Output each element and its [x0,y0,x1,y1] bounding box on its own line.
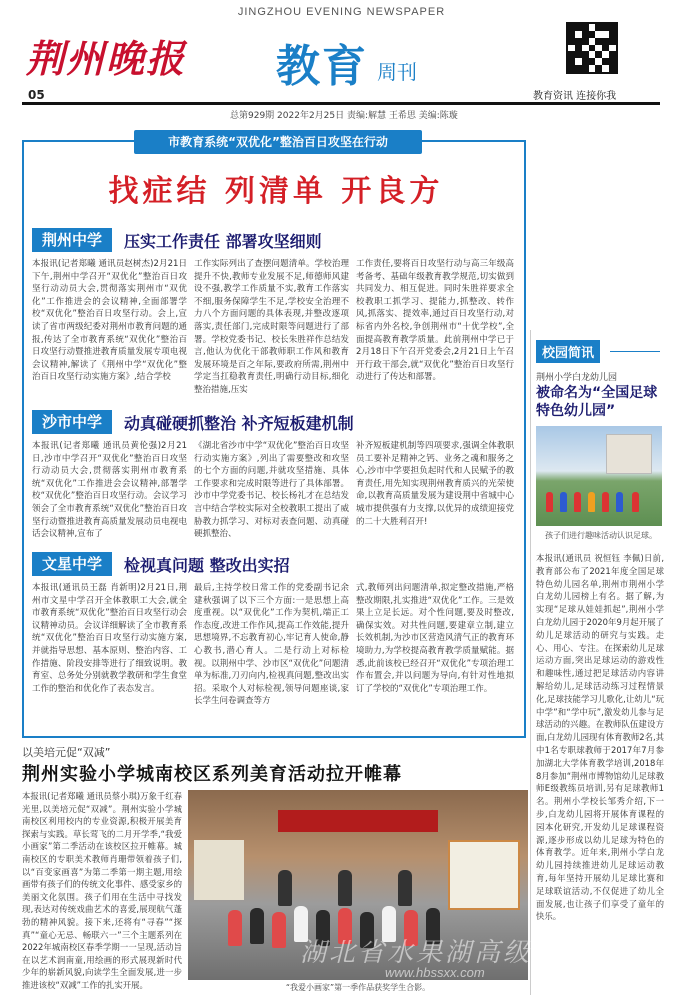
section-tag: 荆州中学 [32,228,112,252]
article-column: 本报讯(记者郑曦 通讯员赵树杰)2月21日下午,荆州中学召开“双优化”整治百日攻坚行动动员大会,贯彻落实荆州市“双优化”工作推进会的会议精神,全面部署学校“双优化”整治百日攻坚行动。会上,宣读了省市两级纪委对荆州市教育问题的通报,传达了全市教育系统“双优化”整治百日攻坚行动暨推进教育质量发展专项电视会议精神,解读了《荆州中学“双优化”整治百日攻坚行动实施方案》,结合学校 [32,259,187,383]
section-title: 教育 [276,41,368,92]
section-tag: 文星中学 [32,552,112,576]
article-column: 工作实际列出了查摆问题清单。学校治理提升不快,教师专业发展不足,师德师风建设不强,教学工作质量不实,教育工作落实不细,服务保障学生不足,学校安全治理不力八个方面问题的具体表现,并整改逐项落实,责任部门,完成时限等问题进行了部署。学校党委书记、校长朱胜祥作总结发言,他认为优化干部教师职工作风和教育发展环境是百之年际,要政府所需,荆州中学定当扛稳教育责任,明确行动目标,细化整治措施,压实 [194,259,349,395]
article-column: 本报讯(记者郑曦 通讯员黄伦强)2月21日,沙市中学召开“双优化”整治百日攻坚行动动员大会,贯彻落实荆州市教育系统“双优化”工作推进会会议精神,部署学校“双优化”整治百日攻坚行动。会议学习领会了全市教育系统“双优化”整治百日攻坚行动暨推进教育高质量发展动员电视电话会议精神,宣布了 [32,441,187,540]
lead-tagline: 市教育系统“双优化”整治百日攻坚在行动 [134,130,422,154]
section-title: 检视真问题 整改出实招 [124,555,290,575]
section-title: 动真碰硬抓整治 补齐短板建机制 [124,413,354,433]
watermark-url: www.hbssxx.com [385,965,485,980]
sidebar-photo [536,426,662,526]
column-divider [530,330,531,995]
lower-kicker: 以美培元促“双减” [22,746,111,759]
qr-code-icon [566,22,618,74]
newspaper-logo: 荆州晚报 [26,36,187,81]
masthead-rule [22,102,660,105]
sidebar-article: 本报讯(通讯员 祝恒钰 李佩)日前,教育部公布了2021年度全国足球特色幼儿园名单,荆州市荆州小学白龙幼儿园榜上有名。据了解,为实现“足球从娃娃抓起”,荆州小学白龙幼儿园于2020年9月起开展了幼儿足球活动的研究与实践。走心、用心、专注。在探索幼儿足球运动方面,突出足球运动的游戏性和趣味性,通过把足球活动内容讲解给幼儿,足球活动练习过程情景化,足球技能学习儿歌化,让幼儿“玩中学”和“学中玩”,激发幼儿参与足球活动的兴趣。在教师队伍建设方面,白龙幼儿园现有体育教师2名,其中1名专职球教师于2017年7月参加湖北大学体育教学培训,2018年8月参加“荆州市博物馆幼儿足球教师E级教练员培训,另有足球教师1名。荆州小学校长邹秀介绍,下一步,白龙幼儿园将开展体育课程的园本化研究,开发幼儿足球课程资源,逐步形成以幼儿足球为特色的体育教学。近年来,荆州小学白龙幼儿园持续推进幼儿足球运动教育,每年坚持开展幼儿足球比赛和足球联谊活动,不仅促进了幼儿全面发展,也让孩子们享受了童年的快乐。 [536,553,664,922]
group-photo-caption: “我爱小画家”第一季作品获奖学生合影。 [285,983,431,992]
section-head-wenxing [32,552,290,576]
qr-caption: 教育资讯 连接你我 [533,91,617,102]
article-column: 本报讯(通讯员王磊 肖新明)2月21日,荆州市文星中学召开全体教职工大会,就全市教育系统“双优化”整治百日攻坚行动会议精神动员。会议详细解读了全市教育系统“双优化”整治百日攻坚行动实施方案,并就指导思想、基本原则、整治内容、工作措施、阶段安排等进行了细致说明。教育室、总务处分别就教学教研和学生食堂工作的整治和优化作了表态发言。 [32,583,187,694]
article-column: 补齐短板建机制等四项要求,强调全体教职员工要补足精神之钙、业务之魂和服务之心,沙市中学要担负起时代和人民赋予的教育责任,用先知实现荆州教育质兴的光荣使命,以教育高质量发展为建设荆中省城中心城市提供强有力支撑,以优异的成绩迎接党的二十大胜利召开! [356,441,514,527]
section-title: 压实工作责任 部署攻坚细则 [124,231,322,251]
lead-headline: 找症结 列清单 开良方 [108,174,444,209]
lower-article: 本报讯(记者郑曦 通讯员蔡小琪)万象千红春光里,以美培元促“双减”。荆州实验小学城南校区利用校内的专业资源,积极开展美育探索与实践。草长莺飞的二月开学季,“我爱小画家”第二季活动在该校区拉开帷幕。城南校区的专职美术教师肖珊带领着孩子们,以“百变家画喜”为第二季第一期主题,用绘画带有孩子们的传统文化事件、感受家乡的美丽文化氛围。孩子们用在生活中寻找发现,表达对传统戏曲艺术的喜爱,展现航气蓬勃的精神风貌。接下来,还将有“寻春”“探真”“童心无忌、畅联六一”三个主题系列在2022年城南校区春季学期一一呈现,活动旨在以艺术润南童,用绘画的形式展现新时代少年的崭新风貌,向读学生全面发展,进一步推进该校“双减”工作的扎实开展。 [22,791,182,990]
masthead-english: JINGZHOU EVENING NEWSPAPER [237,6,446,18]
page-number: 05 [28,88,45,102]
article-column: 工作责任,要将百日攻坚行动与高三年级高考备考、基础年级教育教学规范,切实做到共同发力、相互促进。同时朱胜祥要求全校教职工抓学习、提能力,抓整改、转作风,抓落实、提效率,通过百日攻坚行动,对标省内外名校,争创荆州市“十优学校”,全面提高教育教学质量。此前荆州中学已于2月18日下午召开党委会,2月21日上午召开行政干部会,就“双优化”整治百日攻坚行动进行了传达和部署。 [356,259,514,383]
section-weekly: 周刊 [377,60,417,84]
lower-headline: 荆州实验小学城南校区系列美育活动拉开帷幕 [22,764,402,785]
sidebar-subtitle: 荆州小学白龙幼儿园 [536,373,618,383]
lead-story-box [22,135,526,738]
sidebar-tag: 校园简讯 [536,340,600,363]
article-column: 最后,主持学校日常工作的党委副书记余建秋强调了以下三个方面:一是思想上高度重视。以“双优化”工作为契机,端正工作态度,改进工作作风,提高工作效能,提升思想境界,不忘教育初心,牢记育人使命,静心教书,潜心育人。二是行动上对标检视。以荆州中学、沙市区“双优化”问题清单为标准,刀刃向内,检视真问题,整改出实招。采取个人对标检视,领导问题座谈,家长学生问卷调查等方 [194,583,349,707]
section-head-jingzhou [32,228,322,252]
sidebar-photo-caption: 孩子们进行趣味活动认识足球。 [545,531,657,540]
sidebar-headline: 被命名为“全国足球特色幼儿园” [536,385,658,419]
watermark-text: 湖北省水果湖高级中学 [300,938,591,968]
article-column: 式,教师列出问题清单,拟定整改措施,严格整改期限,扎实推进“双优化”工作。三是效果上立足长远。对个性问题,要及时整改,确保实效。对共性问题,要建章立制,建立长效机制,为沙市区营造风清气正的教育环境助力,为学校提高教育教学质量赋能。据悉,此前该校已经召开“双优化”专项治理工作布置会,并以问题为导向,有针对性地拟订了学校的“双优化”专项治理工作。 [356,583,514,694]
issue-line: 总第929期 2022年2月25日 责编:解慧 王希思 美编:陈璇 [230,111,458,121]
section-tag: 沙市中学 [32,410,112,434]
sidebar-rule [610,351,660,352]
section-head-shashi [32,410,354,434]
article-column: 《湖北省沙市中学“双优化”整治百日攻坚行动实施方案》,列出了需要整改和攻坚的七个方面的问题,并就攻坚措施、具体工作要求和完成时限等进行了具体部署。沙市中学党委书记、校长杨礼才在总结发言中结合学校实际对全校教职工提出了威胁教力抓学习、对标对表查问题、动真碰硬抓整治、 [194,441,349,540]
